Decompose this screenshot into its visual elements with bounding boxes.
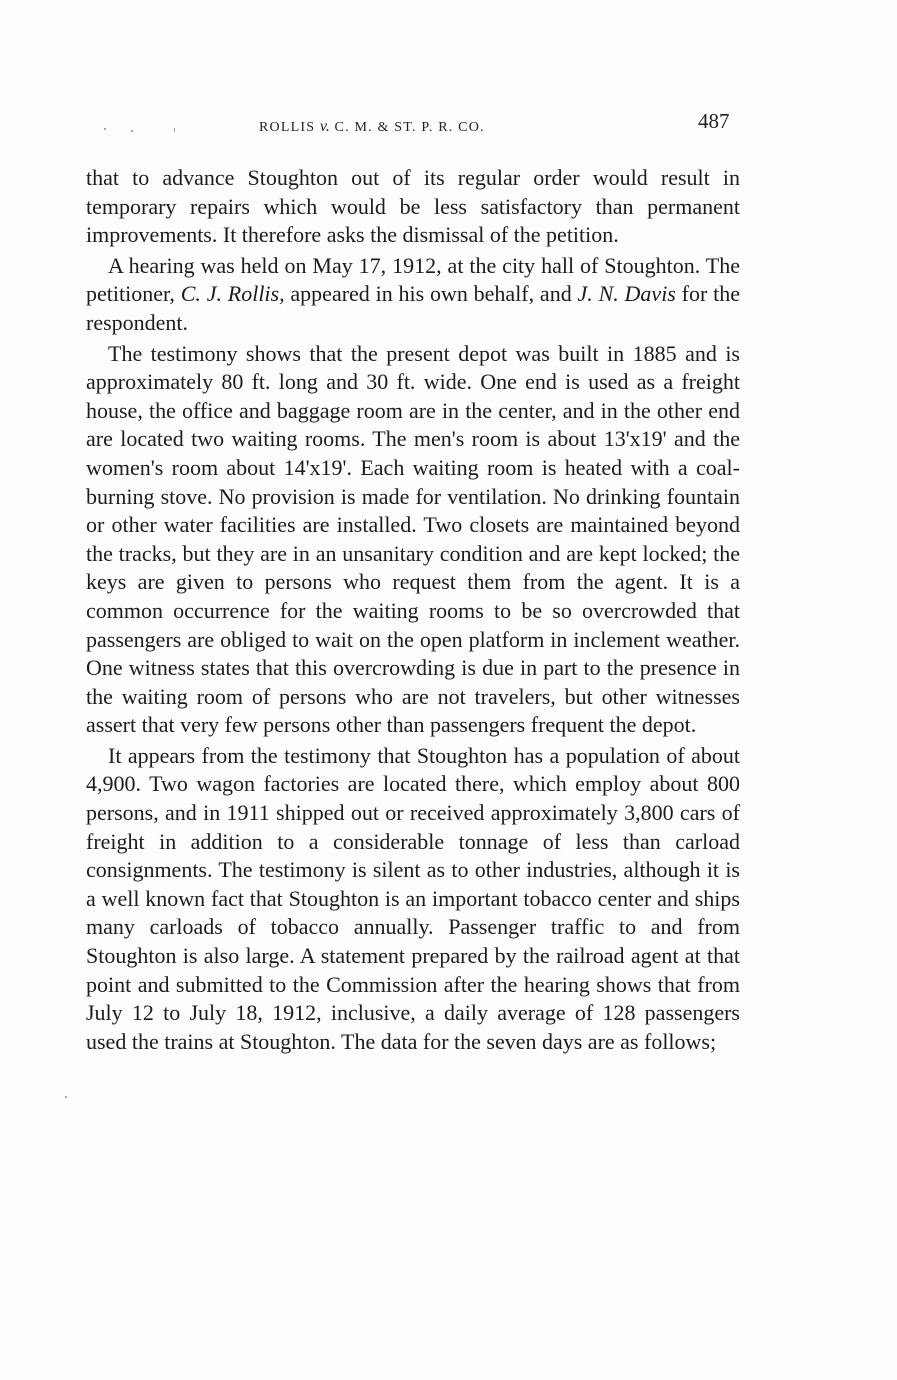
running-head-suffix: C. M. & ST. P. R. CO. — [334, 120, 485, 135]
running-head-prefix: ROLLIS — [259, 120, 316, 135]
running-head — [259, 118, 485, 136]
paragraph-continuation: that to advance Stoughton out of its regular order would result in temporary repairs which would be less satisfactory than permanent improvements. It therefore asks the dismissal of the petition. — [86, 165, 740, 248]
petitioner-name: C. J. Rollis, — [180, 281, 285, 307]
paragraph-text: for the respondent. — [86, 281, 741, 335]
running-head-versus: v. — [319, 118, 330, 135]
page-number: 487 — [698, 109, 730, 133]
scan-speck — [65, 1096, 67, 1098]
scan-speck — [131, 130, 133, 132]
body-text — [86, 164, 740, 1058]
paragraph-hearing — [86, 252, 740, 338]
scan-speck — [104, 128, 106, 130]
paragraph-population: It appears from the testimony that Stoughton has a population of about 4,900. Two wagon factories are located there, which employ about 800 persons, and in 1911 shipped out or received approximately 3,800 cars of freight in addition to a considerable tonnage of less than carload consignments. The testimony is silent as to other industries, although it is a well known fact that Stoughton is an important tobacco center and ships many carloads of tobacco annually. Passenger traffic to and from Stoughton is also large. A statement prepared by the railroad agent at that point and submitted to the Commission after the hearing shows that from July 12 to July 18, 1912, inclusive, a daily average of 128 passengers used the trains at Stoughton. The data for the seven days are as follows; — [86, 742, 740, 1054]
paragraph-text: A hearing was held on May 17, 1912, at the city hall of Stoughton. The petitioner, — [86, 252, 740, 307]
scan-speck — [174, 128, 175, 132]
paragraph-testimony: The testimony shows that the present depot was built in 1885 and is approximately 80 ft. long and 30 ft. wide. One end is used as a freight house, the office and baggage room are in the center, and in the other end are located two waiting rooms. The men's room is about 13'x19' and the women's room about 14'x19'. Each waiting room is heated with a coal-burning stove. No provision is made for ventilation. No drinking fountain or other water facilities are installed. Two closets are maintained beyond the tracks, but they are in an unsanitary condition and are kept locked; the keys are given to persons who request them from the agent. It is a common occurrence for the waiting rooms to be so overcrowded that passengers are obliged to wait on the open platform in inclement weather. One witness states that this overcrowding is due in part to the presence in the waiting room of persons who are not travelers, but other witnesses assert that very few persons other than passengers frequent the depot. — [86, 340, 740, 738]
respondent-counsel-name: J. N. Davis — [577, 281, 676, 307]
paragraph-text: appeared in his own behalf, and — [284, 281, 578, 307]
